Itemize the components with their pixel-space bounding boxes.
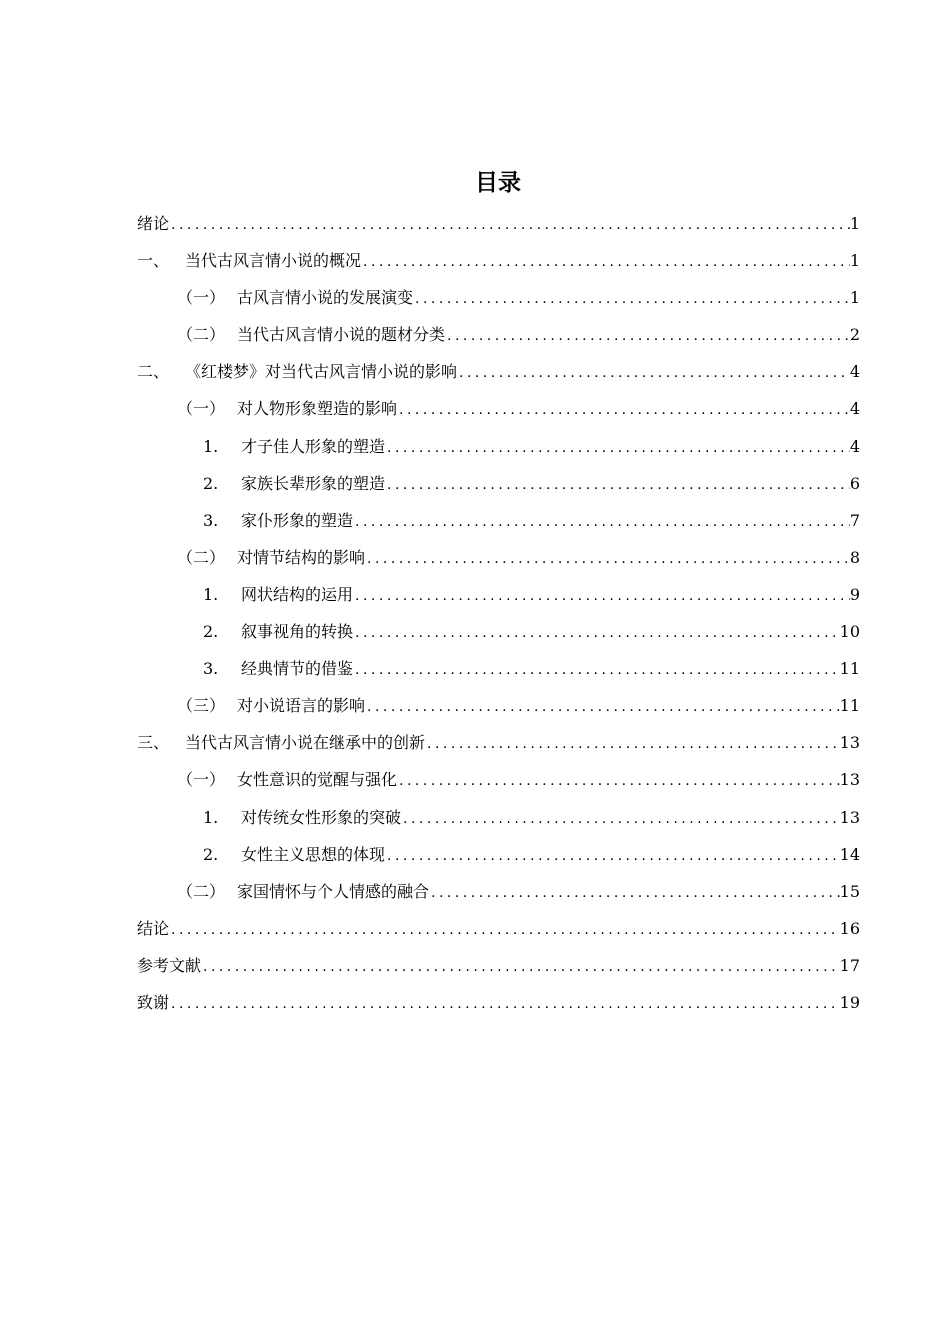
toc-page-number: 19 <box>839 992 860 1012</box>
toc-page-number: 9 <box>849 584 860 604</box>
toc-entry-number: （一） <box>177 770 226 790</box>
toc-page-number: 1 <box>849 214 860 233</box>
toc-page-number: 16 <box>839 918 860 938</box>
toc-page-number: 1 <box>849 288 860 308</box>
toc-entry-title: 对人物形象塑造的影响 <box>237 399 398 419</box>
toc-page-number: 6 <box>849 473 860 493</box>
toc-page-number: 11 <box>839 659 860 679</box>
toc-entry-number: 2. <box>203 622 219 642</box>
toc-dot-leader <box>445 318 850 355</box>
toc-dot-leader <box>365 541 850 578</box>
toc-dot-leader <box>397 392 850 429</box>
toc-entry[interactable] <box>137 279 860 316</box>
toc-page-number: 13 <box>839 733 860 753</box>
toc-entry[interactable] <box>137 613 860 650</box>
toc-entry-title: 对情节结构的影响 <box>237 547 366 567</box>
toc-entry[interactable] <box>137 650 860 687</box>
toc-page-number: 14 <box>839 844 860 864</box>
toc-dot-leader <box>353 615 840 652</box>
toc-entry[interactable] <box>137 687 860 724</box>
toc-dot-leader <box>353 578 850 615</box>
toc-entry-number: （一） <box>177 399 226 419</box>
toc-entry[interactable] <box>137 724 860 761</box>
toc-page-number: 1 <box>849 251 860 271</box>
toc-entry-number: （二） <box>177 325 226 345</box>
toc-entry-number: 二、 <box>137 362 170 382</box>
toc-entry[interactable] <box>137 428 860 465</box>
toc-page-number: 7 <box>849 510 860 530</box>
toc-entry[interactable] <box>137 761 860 798</box>
toc-entry-number: （二） <box>177 547 226 567</box>
toc-entry-title: 家国情怀与个人情感的融合 <box>237 881 430 901</box>
toc-page-number: 2 <box>849 325 860 345</box>
toc-entry-title: 女性主义思想的体现 <box>241 844 386 864</box>
toc-page-number: 10 <box>839 622 860 642</box>
toc-entry[interactable] <box>137 353 860 390</box>
toc-entry[interactable] <box>137 502 860 539</box>
toc-entry-number: 3. <box>203 659 219 679</box>
toc-dot-leader <box>397 763 840 800</box>
toc-entry[interactable] <box>137 390 860 427</box>
toc-entry[interactable] <box>137 576 860 613</box>
toc-entry-title: 叙事视角的转换 <box>241 622 354 642</box>
toc-entry-title: 网状结构的运用 <box>241 584 354 604</box>
toc-entry-number: 2. <box>203 844 219 864</box>
toc-entry[interactable] <box>137 799 860 836</box>
toc-entry-number: （三） <box>177 696 226 716</box>
toc-dot-leader <box>457 355 850 392</box>
toc-entry-number: （二） <box>177 881 226 901</box>
toc-dot-leader <box>401 801 840 838</box>
toc-entry-title: 女性意识的觉醒与强化 <box>237 770 398 790</box>
toc-entry[interactable] <box>137 836 860 873</box>
toc-entry-title: 绪论 <box>137 214 170 233</box>
toc-dot-leader <box>365 689 840 726</box>
toc-entry-title: 当代古风言情小说的概况 <box>185 251 362 271</box>
toc-entry[interactable] <box>137 873 860 910</box>
toc-page-number: 17 <box>839 955 860 975</box>
toc-entry-title: 家族长辈形象的塑造 <box>241 473 386 493</box>
toc-dot-leader <box>385 430 850 467</box>
toc-entry-title: 当代古风言情小说的题材分类 <box>237 325 446 345</box>
toc-entry-title: 才子佳人形象的塑造 <box>241 436 386 456</box>
toc-dot-leader <box>169 986 840 1023</box>
toc-dot-leader <box>385 838 840 875</box>
toc-page-number: 4 <box>849 436 860 456</box>
toc-dot-leader <box>425 726 840 763</box>
toc-entry-title: 结论 <box>137 918 170 938</box>
toc-entry-number: （一） <box>177 288 226 308</box>
toc-entry[interactable] <box>137 984 860 1021</box>
toc-dot-leader <box>413 281 850 318</box>
toc-dot-leader <box>169 912 840 949</box>
toc-entry-number: 2. <box>203 473 219 493</box>
toc-entry-title: 对小说语言的影响 <box>237 696 366 716</box>
toc-entry[interactable] <box>137 947 860 984</box>
toc-dot-leader <box>429 875 840 912</box>
toc-entry[interactable] <box>137 910 860 947</box>
toc-page-number: 4 <box>849 399 860 419</box>
toc-entry-title: 致谢 <box>137 992 170 1012</box>
toc-entry-title: 家仆形象的塑造 <box>241 510 354 530</box>
toc-dot-leader <box>385 467 850 504</box>
toc-dot-leader <box>353 504 850 541</box>
toc-dot-leader <box>169 207 850 244</box>
toc-entry[interactable] <box>137 316 860 353</box>
toc-page-number: 13 <box>839 770 860 790</box>
toc-entry-title: 参考文献 <box>137 955 202 975</box>
toc-entry-number: 1. <box>203 436 219 456</box>
toc-page-number: 15 <box>839 881 860 901</box>
toc-title: 目录 <box>475 170 521 196</box>
toc-list <box>137 205 860 1021</box>
toc-entry-title: 古风言情小说的发展演变 <box>237 288 414 308</box>
toc-dot-leader <box>361 244 850 281</box>
toc-entry[interactable] <box>137 465 860 502</box>
toc-page-number: 8 <box>849 547 860 567</box>
toc-entry-number: 3. <box>203 510 219 530</box>
toc-entry-number: 1. <box>203 807 219 827</box>
toc-entry[interactable] <box>137 539 860 576</box>
toc-entry-title: 经典情节的借鉴 <box>241 659 354 679</box>
toc-entry-title: 《红楼梦》对当代古风言情小说的影响 <box>185 362 458 382</box>
toc-page-number: 13 <box>839 807 860 827</box>
toc-entry-number: 一、 <box>137 251 170 271</box>
toc-entry[interactable] <box>137 242 860 279</box>
toc-entry-number: 三、 <box>137 733 170 753</box>
toc-entry-title: 对传统女性形象的突破 <box>241 807 402 827</box>
toc-page-number: 4 <box>849 362 860 382</box>
toc-page-number: 11 <box>839 696 860 716</box>
toc-entry[interactable] <box>137 205 860 242</box>
toc-entry-number: 1. <box>203 584 219 604</box>
toc-dot-leader <box>353 652 840 689</box>
toc-dot-leader <box>201 949 840 986</box>
toc-entry-title: 当代古风言情小说在继承中的创新 <box>185 733 426 753</box>
